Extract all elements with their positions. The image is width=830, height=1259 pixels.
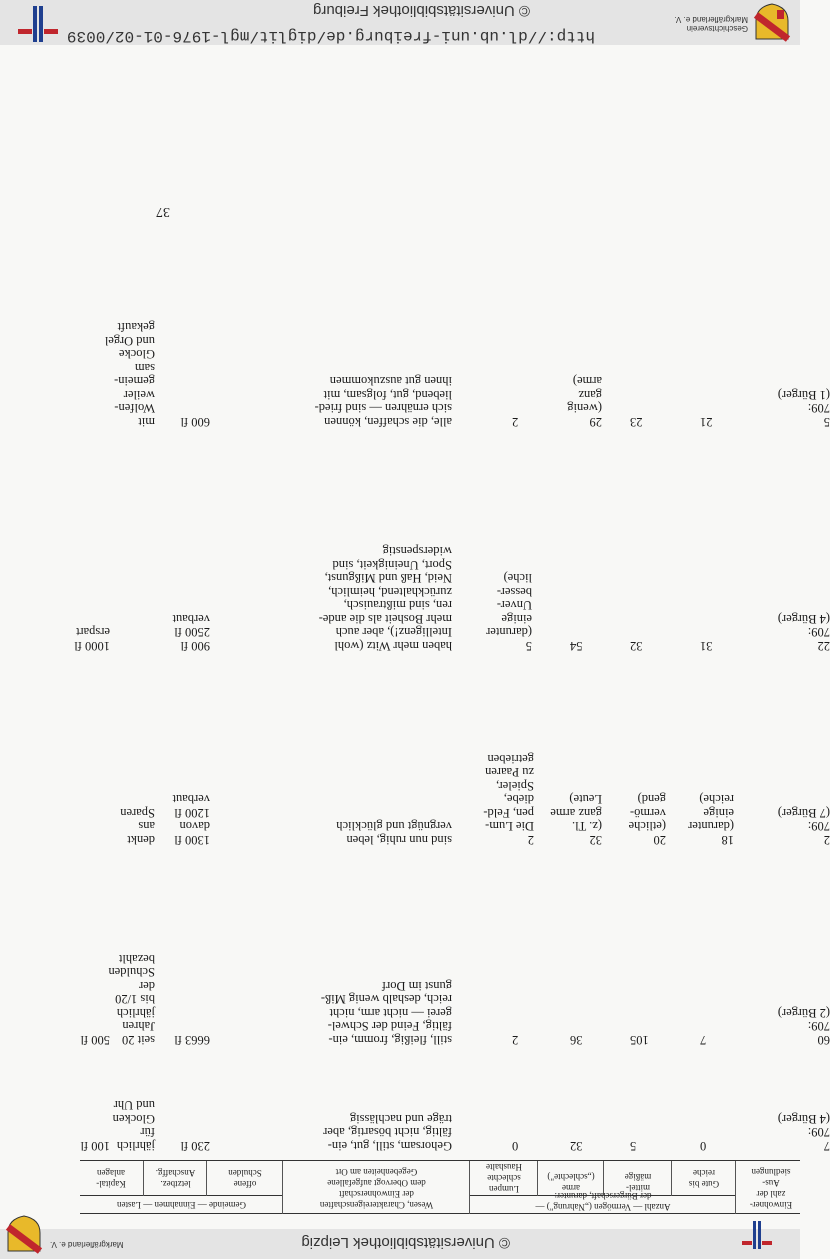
header-bottom-rule (80, 1160, 800, 1161)
cell-anschaffg: mit Wolfen- weiler gemein- sam Glocke und Orgel gekauft (104, 320, 155, 429)
cell-schulden: 1300 fl davon 1200 fl verbaut (172, 792, 210, 847)
society-name-top: Markgräflerland e. V. (50, 1240, 124, 1249)
header-bar (0, 1229, 800, 1259)
library-credit: © Universitätsbibliothek Freiburg (313, 2, 530, 19)
header-einwohner: Einwohner- zahl der Aus- siedlungen (749, 1167, 793, 1210)
cell-schulden: 900 fl 2500 fl verbaut (172, 612, 210, 653)
cell-schulden: 600 fl (180, 415, 210, 429)
cell-schulden: 230 fl (180, 1139, 210, 1153)
coat-of-arms-icon (6, 1215, 42, 1253)
gemeinde-header-rule (80, 1195, 283, 1196)
cell-mittel: 23 (630, 415, 643, 429)
header-anschaffg: letztbez. Anschaffg. (155, 1168, 196, 1189)
page-url-link[interactable]: http://dl.ub.uni-freiburg.de/diglit/mgl-1976-01-02/0039 (66, 27, 595, 45)
cell-lumpen: 2 Die Lum- pen, Feld- diebe, Spieler, zu Paaren getrieben (483, 752, 534, 847)
cell-gute: 21 (700, 415, 713, 429)
cell-einwohner: 2 709: (7 Bürger) (777, 806, 830, 847)
cell-einwohner: 22 709: (4 Bürger) (777, 612, 830, 653)
cell-arme: 54 (570, 639, 583, 653)
cell-arme: 36 (570, 1033, 583, 1047)
col-divider (282, 1161, 283, 1214)
cell-einwohner: 5 709: (1 Bürger) (777, 388, 830, 429)
header-wesen: Wesen, Charaktereigenschaften der Einwohnerschaft dem Obervogt aufgefallene Gegebenheiten am Ort (319, 1167, 434, 1210)
society-name (638, 15, 748, 33)
cell-wesen: still, fleißig, fromm, ein- fältig, Feind der Schwel- gerei — nicht arm, nicht reich, deshalb wenig Miß- gunst im Dorf (320, 979, 452, 1047)
ub-logo-icon (742, 1216, 772, 1251)
header-anzahl-group: Anzahl — Vermögen („Nahrung") — der Bürgerschaft, darunter: (535, 1191, 671, 1212)
header-kapital: Kapital- anlagen (96, 1168, 126, 1189)
footer-bar (0, 0, 800, 45)
cell-einwohner: 60 709: (2 Bürger) (777, 1006, 830, 1047)
header-schulden: offene Schulden (228, 1168, 262, 1189)
header-gemeinde: Gemeinde — Einnahmen — Lasten (117, 1200, 246, 1210)
header-arme: arme („schlechte") (547, 1172, 595, 1193)
society-line2: Markgräflerland e. V. (674, 15, 748, 24)
cell-mittel: 105 (630, 1033, 649, 1047)
cell-arme: 29 (wenig ganz arme) (567, 374, 602, 429)
cell-gute: 0 (700, 1139, 707, 1153)
col-divider (143, 1161, 144, 1196)
cell-schulden: 6663 fl (174, 1033, 210, 1047)
cell-anschaffg: seit 20 Jahren jährlich bis 1/20 der Schulden bezahlt (108, 952, 155, 1047)
table-top-rule (80, 1213, 800, 1214)
cell-kapital: 1000 fl erspart (74, 625, 110, 653)
cell-gute: 7 (700, 1033, 707, 1047)
col-divider (469, 1161, 470, 1214)
cell-wesen: sind nun ruhig, leben vergnügt und glücklich (336, 819, 452, 847)
cell-gute: 31 (700, 639, 713, 653)
cell-kapital: 500 fl (80, 1033, 110, 1047)
coat-of-arms-icon (754, 3, 790, 41)
cell-arme: 32 (570, 1139, 583, 1153)
col-divider (206, 1161, 207, 1196)
page-number: 37 (156, 204, 170, 219)
header-lumpen: Lumpen schlechte Haushalte (486, 1162, 522, 1194)
cell-einwohner: 7 709: (4 Bürger) (777, 1112, 830, 1153)
header-mittel: mittel- mäßige (624, 1172, 652, 1193)
cell-lumpen: 2 (512, 415, 519, 429)
cell-mittel: 32 (630, 639, 643, 653)
cell-gute: 18 (darunter einige reiche) (688, 792, 734, 847)
col-divider (735, 1161, 736, 1214)
ub-logo-icon (18, 0, 58, 42)
society-line1: Geschichtsverein (686, 24, 748, 33)
cell-wesen: alle, die schaffen, können sich ernähren — sind fried- liebend, gut, folgsam, mit ihnen gut auszukommen (314, 374, 452, 429)
cell-arme: 32 (z. Tl. ganz arme Leute) (550, 792, 602, 847)
library-credit-top: © Universitätsbibliothek Leipzig (301, 1234, 510, 1251)
cell-anschaffg: denkt ans Sparen (120, 806, 155, 847)
cell-kapital: 100 fl (80, 1139, 110, 1153)
header-gute: Gute bis reiche (688, 1168, 720, 1189)
cell-mittel: 5 (630, 1139, 637, 1153)
cell-anschaffg: jährlich für Glocken und Uhr (112, 1098, 155, 1153)
cell-lumpen: 0 (512, 1139, 519, 1153)
cell-wesen: Gehorsam, still, gut, ein- fältig, nicht bösartig, aber träge und nachlässig (323, 1112, 452, 1153)
cell-mittel: 20 (etliche vermö- gend) (628, 792, 666, 847)
cell-wesen: haben mehr Witz (wohl Intelligenz!), aber auch mehr Bosheit als die ande- ren, sind mißtrauisch, zurückhaltend, heimlich, Neid, Haß und Mißgunst, Sport, Uneinigkeit, sind widerspenstig (318, 544, 452, 653)
cell-lumpen: 2 (512, 1033, 519, 1047)
cell-lumpen: 5 (darunter einige Unver- besser- liche) (486, 571, 532, 653)
